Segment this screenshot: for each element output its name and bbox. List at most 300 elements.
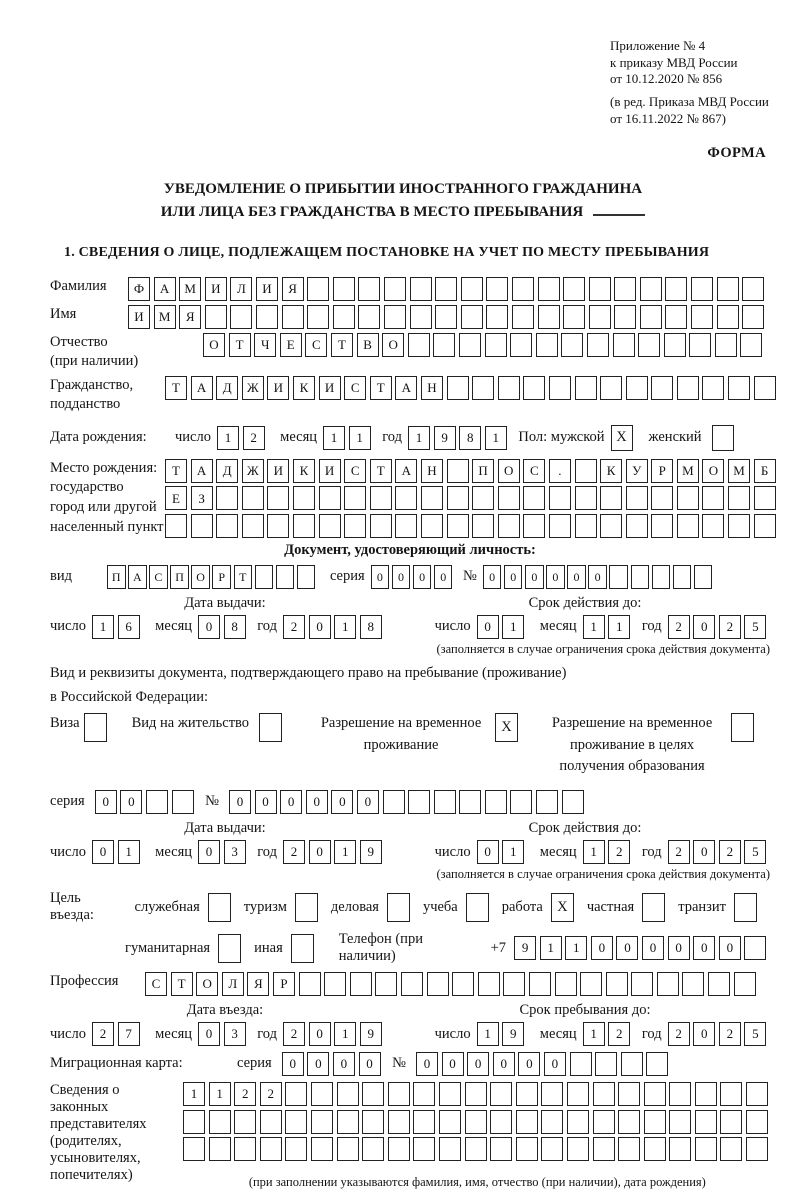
representatives-row2 (183, 1110, 772, 1134)
char-cell (337, 1137, 359, 1161)
char-cell (702, 486, 724, 510)
representatives-row3 (183, 1137, 772, 1161)
char-cell (516, 1082, 538, 1106)
char-cell (333, 277, 355, 301)
char-cell: А (128, 565, 147, 589)
char-cell (631, 565, 650, 589)
char-cell: 0 (693, 840, 715, 864)
char-cell (677, 376, 699, 400)
char-cell: 0 (282, 1052, 304, 1076)
permit-series-boxes (95, 790, 197, 814)
char-cell (702, 514, 724, 538)
char-cell (388, 1110, 410, 1134)
char-cell (673, 565, 692, 589)
char-cell: Л (230, 277, 252, 301)
permit-expiry-header: Срок действия до: (528, 820, 642, 837)
migration-number-boxes (416, 1052, 672, 1076)
char-cell (609, 565, 628, 589)
entry-date-group: число 2 7 месяц 0 3 год 2 0 1 9 (50, 1022, 419, 1046)
char-cell (651, 514, 673, 538)
char-cell: 0 (719, 936, 741, 960)
char-cell (472, 486, 494, 510)
permit-expiry-group: число 0 1 месяц 1 2 год 2 0 2 5 (419, 840, 770, 864)
char-cell (567, 1110, 589, 1134)
char-cell (523, 486, 545, 510)
char-cell (260, 1137, 282, 1161)
form-title-line1: УВЕДОМЛЕНИЕ О ПРИБЫТИИ ИНОСТРАННОГО ГРАЖДАНИНА (163, 181, 643, 198)
surname-boxes (128, 277, 768, 301)
char-cell (626, 486, 648, 510)
char-cell: К (600, 459, 622, 483)
doc-issue-group: число 1 6 месяц 0 8 год 2 0 1 8 (50, 615, 419, 639)
char-cell: 1 (565, 936, 587, 960)
migration-card-label: Миграционная карта: (50, 1055, 183, 1072)
permit-expiry-year (668, 840, 770, 864)
char-cell (575, 459, 597, 483)
identity-doc-row (50, 565, 770, 589)
char-cell: 7 (118, 1022, 140, 1046)
char-cell (209, 1137, 231, 1161)
birthplace-rows (165, 459, 779, 538)
char-cell: 0 (307, 1052, 329, 1076)
char-cell: О (191, 565, 210, 589)
char-cell (618, 1082, 640, 1106)
char-cell: 1 (349, 426, 371, 450)
char-cell (677, 486, 699, 510)
appendix-line: от 10.12.2020 № 856 (610, 71, 723, 87)
char-cell (433, 333, 455, 357)
birthplace-block (50, 459, 770, 538)
char-cell (669, 1110, 691, 1134)
char-cell: 0 (567, 565, 586, 589)
char-cell: У (626, 459, 648, 483)
char-cell: 0 (546, 565, 565, 589)
residence-intro-line2: в Российской Федерации: (50, 688, 209, 705)
char-cell: 8 (224, 615, 246, 639)
char-cell (285, 1110, 307, 1134)
char-cell (486, 277, 508, 301)
char-cell (427, 972, 449, 996)
char-cell (536, 790, 558, 814)
char-cell (695, 1082, 717, 1106)
permit-dates-header (50, 820, 770, 837)
char-cell (465, 1082, 487, 1106)
purpose-business-checkbox (387, 893, 410, 922)
char-cell: 9 (502, 1022, 524, 1046)
appendix-reference (610, 38, 770, 127)
char-cell (720, 1110, 742, 1134)
char-cell (498, 376, 520, 400)
permit-series-label: серия (50, 793, 85, 810)
birth-day-boxes (217, 426, 268, 450)
permit-dates-row (50, 840, 770, 864)
appendix-line: Приложение № 4 (610, 38, 706, 53)
char-cell (285, 1137, 307, 1161)
char-cell: Т (331, 333, 353, 357)
purpose-row2: гуманитарная иная Телефон (при наличии) +7 9 1 1 0 0 0 0 0 0 (50, 931, 770, 965)
char-cell: 1 (583, 615, 605, 639)
char-cell (485, 333, 507, 357)
year-label: год (382, 429, 402, 446)
char-cell: 0 (467, 1052, 489, 1076)
char-cell (267, 514, 289, 538)
char-cell (669, 1082, 691, 1106)
name-row (50, 305, 770, 329)
char-cell (575, 486, 597, 510)
char-cell: О (702, 459, 724, 483)
profession-label: Профессия (50, 973, 119, 990)
doc-dates-header (50, 595, 770, 612)
char-cell (485, 790, 507, 814)
form-label: ФОРМА (707, 145, 766, 162)
entry-date-header: Дата въезда: (186, 1002, 264, 1019)
char-cell: 0 (525, 565, 544, 589)
permit-issue-group: число 0 1 месяц 0 3 год 2 0 1 9 (50, 840, 419, 864)
char-cell (717, 277, 739, 301)
char-cell: 0 (255, 790, 277, 814)
permit-number-boxes (229, 790, 587, 814)
birthdate-row (50, 425, 770, 451)
char-cell: Т (234, 565, 253, 589)
temp-residence-checkbox: X (495, 713, 518, 742)
char-cell (172, 790, 194, 814)
doc-series-label: серия (329, 568, 365, 585)
entry-year (283, 1022, 385, 1046)
purpose-humanitarian-checkbox (218, 934, 241, 963)
citizenship-label: Гражданство, подданство (50, 376, 134, 413)
char-cell: С (145, 972, 167, 996)
char-cell: 0 (359, 1052, 381, 1076)
char-cell: К (293, 459, 315, 483)
doc-type-label: вид (50, 568, 72, 585)
char-cell (293, 514, 315, 538)
char-cell (555, 972, 577, 996)
char-cell (216, 514, 238, 538)
char-cell (384, 277, 406, 301)
patronymic-label: Отчество (при наличии) (50, 333, 139, 370)
char-cell: З (191, 486, 213, 510)
char-cell: Ч (254, 333, 276, 357)
char-cell (538, 305, 560, 329)
char-cell (439, 1110, 461, 1134)
char-cell (388, 1137, 410, 1161)
char-cell: 1 (485, 426, 507, 450)
char-cell (165, 514, 187, 538)
char-cell (621, 1052, 643, 1076)
visa-checkbox (84, 713, 107, 742)
char-cell (388, 1082, 410, 1106)
char-cell: Н (421, 459, 443, 483)
char-cell (651, 376, 673, 400)
char-cell (234, 1110, 256, 1134)
doc-issue-day (92, 615, 143, 639)
char-cell: А (395, 376, 417, 400)
char-cell (595, 1052, 617, 1076)
permit-issue-month (198, 840, 249, 864)
char-cell (333, 305, 355, 329)
char-cell: 0 (442, 1052, 464, 1076)
char-cell: Д (216, 376, 238, 400)
char-cell (293, 486, 315, 510)
permit-expiry-day (477, 840, 528, 864)
char-cell (665, 277, 687, 301)
stay-day (477, 1022, 528, 1046)
char-cell (664, 333, 686, 357)
char-cell (421, 514, 443, 538)
char-cell: 0 (331, 790, 353, 814)
char-cell (754, 376, 776, 400)
birth-month-boxes (323, 426, 374, 450)
char-cell (640, 277, 662, 301)
surname-row (50, 277, 770, 301)
char-cell (447, 486, 469, 510)
char-cell: 0 (588, 565, 607, 589)
char-cell: 0 (333, 1052, 355, 1076)
char-cell (720, 1137, 742, 1161)
option-temp-residence-education: Разрешение на временное проживание в целях получения образования (543, 713, 754, 778)
char-cell: 2 (608, 1022, 630, 1046)
char-cell (728, 486, 750, 510)
char-cell (606, 972, 628, 996)
patronymic-boxes (203, 333, 766, 357)
char-cell: 1 (583, 840, 605, 864)
entry-dates-row (50, 1022, 770, 1046)
char-cell (626, 514, 648, 538)
char-cell (638, 333, 660, 357)
char-cell: 5 (744, 615, 766, 639)
char-cell (260, 1110, 282, 1134)
char-cell (691, 277, 713, 301)
appendix-line: к приказу МВД России (610, 54, 738, 70)
char-cell: К (293, 376, 315, 400)
char-cell (401, 972, 423, 996)
char-cell (708, 972, 730, 996)
char-cell (695, 1137, 717, 1161)
char-cell: Т (165, 459, 187, 483)
entry-dates-header (50, 1002, 770, 1019)
citizenship-boxes (165, 376, 779, 400)
form-title (36, 178, 770, 225)
stay-until-group: число 1 9 месяц 1 2 год 2 0 2 5 (419, 1022, 770, 1046)
char-cell: Я (179, 305, 201, 329)
char-cell (183, 1137, 205, 1161)
char-cell (311, 1110, 333, 1134)
char-cell: 1 (502, 615, 524, 639)
birthplace-row3 (165, 514, 779, 538)
char-cell (319, 514, 341, 538)
char-cell (702, 376, 724, 400)
doc-issue-header: Дата выдачи: (184, 594, 266, 611)
char-cell: 0 (477, 840, 499, 864)
char-cell (541, 1082, 563, 1106)
char-cell (459, 790, 481, 814)
residence-intro-line1: Вид и реквизиты документа, подтверждающего право на пребывание (проживание) (50, 664, 567, 681)
char-cell: Т (370, 376, 392, 400)
char-cell (691, 305, 713, 329)
char-cell (395, 486, 417, 510)
char-cell: 2 (234, 1082, 256, 1106)
char-cell (413, 1082, 435, 1106)
char-cell (311, 1137, 333, 1161)
birthplace-label: Место рождения: государство город или другой населенный пункт (50, 459, 164, 535)
char-cell: 0 (309, 840, 331, 864)
purpose-private-checkbox (642, 893, 665, 922)
char-cell (472, 376, 494, 400)
option-temp-residence: Разрешение на временное проживание X (317, 713, 518, 757)
char-cell (421, 486, 443, 510)
char-cell: А (395, 459, 417, 483)
char-cell (549, 486, 571, 510)
section1-heading: 1. СВЕДЕНИЯ О ЛИЦЕ, ПОДЛЕЖАЩЕМ ПОСТАНОВКЕ НА УЧЕТ ПО МЕСТУ ПРЕБЫВАНИЯ (64, 244, 710, 260)
char-cell (754, 486, 776, 510)
purpose-study-checkbox (466, 893, 489, 922)
char-cell: 0 (591, 936, 613, 960)
char-cell: 2 (719, 615, 741, 639)
char-cell (384, 305, 406, 329)
char-cell: Т (171, 972, 193, 996)
char-cell: 0 (280, 790, 302, 814)
representatives-label: Сведения о законных представителях (родителях, усыновителях, попечителях) (50, 1082, 147, 1184)
char-cell (465, 1137, 487, 1161)
char-cell (503, 972, 525, 996)
char-cell (644, 1082, 666, 1106)
char-cell (695, 1110, 717, 1134)
char-cell: Ф (128, 277, 150, 301)
char-cell: 1 (183, 1082, 205, 1106)
day-label: число (175, 429, 211, 446)
char-cell: 9 (434, 426, 456, 450)
identity-doc-heading: Документ, удостоверяющий личность: (284, 541, 536, 558)
char-cell (362, 1082, 384, 1106)
char-cell (618, 1110, 640, 1134)
doc-expiry-day (477, 615, 528, 639)
representatives-row1 (183, 1082, 772, 1106)
char-cell: 0 (95, 790, 117, 814)
char-cell (324, 972, 346, 996)
char-cell (447, 376, 469, 400)
char-cell: 2 (719, 1022, 741, 1046)
char-cell (589, 305, 611, 329)
char-cell (350, 972, 372, 996)
permit-issue-year (283, 840, 385, 864)
char-cell: О (203, 333, 225, 357)
char-cell (337, 1082, 359, 1106)
purpose-row1: Цель въезда: служебная туризм деловая учеба работа X частная транзит (50, 890, 770, 924)
char-cell: 1 (334, 615, 356, 639)
phone-label: Телефон (при наличии) (338, 931, 423, 965)
migration-series-boxes (282, 1052, 384, 1076)
phone-boxes (514, 936, 770, 960)
migration-card-row (50, 1052, 770, 1076)
purpose-other-checkbox (291, 934, 314, 963)
char-cell (575, 514, 597, 538)
char-cell: 0 (616, 936, 638, 960)
char-cell (408, 790, 430, 814)
char-cell (744, 936, 766, 960)
stay-month (583, 1022, 634, 1046)
title-underline (593, 201, 645, 216)
char-cell: 0 (229, 790, 251, 814)
stay-until-header: Срок пребывания до: (519, 1002, 651, 1019)
char-cell: Т (165, 376, 187, 400)
char-cell (734, 972, 756, 996)
month-label: месяц (280, 429, 318, 446)
char-cell (600, 376, 622, 400)
char-cell (677, 514, 699, 538)
char-cell (362, 1137, 384, 1161)
char-cell: П (472, 459, 494, 483)
char-cell (694, 565, 713, 589)
doc-issue-month (198, 615, 249, 639)
char-cell: 0 (198, 1022, 220, 1046)
char-cell (618, 1137, 640, 1161)
char-cell: 5 (744, 1022, 766, 1046)
char-cell (575, 376, 597, 400)
char-cell: С (149, 565, 168, 589)
char-cell (307, 277, 329, 301)
char-cell: Е (280, 333, 302, 357)
char-cell: 0 (92, 840, 114, 864)
char-cell: Ж (242, 459, 264, 483)
char-cell: 0 (306, 790, 328, 814)
char-cell (746, 1137, 768, 1161)
char-cell: 0 (413, 565, 432, 589)
char-cell: С (305, 333, 327, 357)
char-cell (447, 514, 469, 538)
representatives-block (50, 1082, 770, 1190)
char-cell: 0 (434, 565, 453, 589)
char-cell: 1 (209, 1082, 231, 1106)
char-cell (435, 277, 457, 301)
permit-restriction-note: (заполняется в случае ограничения срока действия документа) (436, 867, 770, 882)
char-cell (413, 1110, 435, 1134)
char-cell (498, 486, 520, 510)
char-cell (276, 565, 295, 589)
char-cell (439, 1082, 461, 1106)
char-cell: 2 (719, 840, 741, 864)
permit-number-sign: № (205, 793, 219, 810)
char-cell: 0 (693, 615, 715, 639)
char-cell: 2 (283, 615, 305, 639)
char-cell (362, 1110, 384, 1134)
char-cell: 2 (668, 615, 690, 639)
surname-label: Фамилия (50, 277, 107, 294)
char-cell: Е (165, 486, 187, 510)
char-cell: Я (282, 277, 304, 301)
char-cell: 8 (360, 615, 382, 639)
char-cell (580, 972, 602, 996)
char-cell: А (191, 376, 213, 400)
char-cell: С (523, 459, 545, 483)
char-cell: И (256, 277, 278, 301)
char-cell (689, 333, 711, 357)
stay-year (668, 1022, 770, 1046)
char-cell: И (319, 459, 341, 483)
char-cell (472, 514, 494, 538)
char-cell: 1 (583, 1022, 605, 1046)
char-cell (523, 376, 545, 400)
char-cell (459, 333, 481, 357)
char-cell: Я (247, 972, 269, 996)
char-cell: 1 (118, 840, 140, 864)
birth-year-boxes (408, 426, 510, 450)
char-cell (614, 277, 636, 301)
char-cell (541, 1110, 563, 1134)
option-residence-permit: Вид на жительство (132, 713, 282, 742)
char-cell (255, 565, 274, 589)
char-cell (742, 305, 764, 329)
char-cell: Р (651, 459, 673, 483)
